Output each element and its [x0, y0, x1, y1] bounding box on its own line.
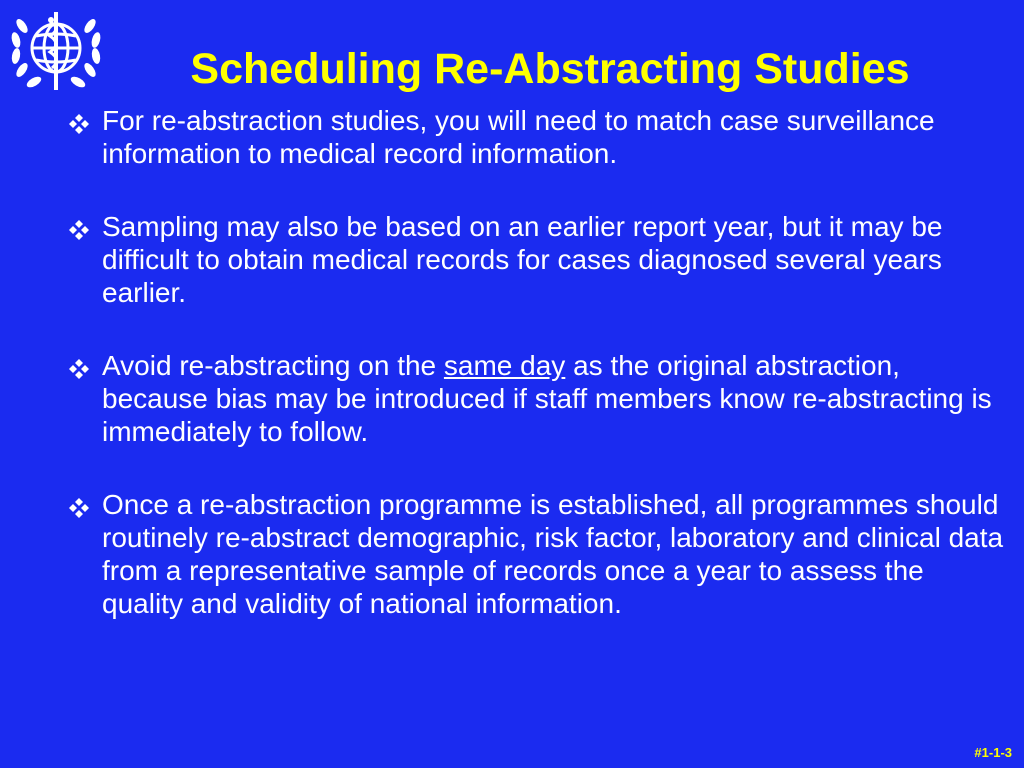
bullet-text: For re-abstraction studies, you will need to match case surveillance information to medical record information.	[102, 105, 935, 169]
who-emblem-icon	[6, 4, 106, 96]
diamond-bullet-icon	[68, 219, 90, 241]
diamond-bullet-icon	[68, 113, 90, 135]
list-item	[64, 210, 1004, 309]
bullet-text-after: as the original abstraction, because bias may be introduced if staff members know re-abstracting is immediately to follow.	[102, 350, 992, 447]
list-item	[64, 488, 1004, 620]
slide-number: #1-1-3	[974, 745, 1012, 760]
bullet-emphasis: same day	[443, 350, 566, 381]
bullet-text: Once a re-abstraction programme is established, all programmes should routinely re-abstract demographic, risk factor, laboratory and clinical data from a representative sample of records once a year to assess the quality and validity of national information.	[102, 489, 1004, 619]
slide-title: Scheduling Re-Abstracting Studies	[190, 45, 910, 93]
bullet-list	[64, 104, 1004, 660]
list-item	[64, 349, 1004, 448]
diamond-bullet-icon	[68, 358, 90, 380]
list-item	[64, 104, 1004, 170]
bullet-text: Sampling may also be based on an earlier report year, but it may be difficult to obtain medical records for cases diagnosed several years earlier.	[102, 211, 943, 308]
diamond-bullet-icon	[68, 497, 90, 519]
bullet-text-before: Avoid re-abstracting on the	[102, 350, 444, 381]
